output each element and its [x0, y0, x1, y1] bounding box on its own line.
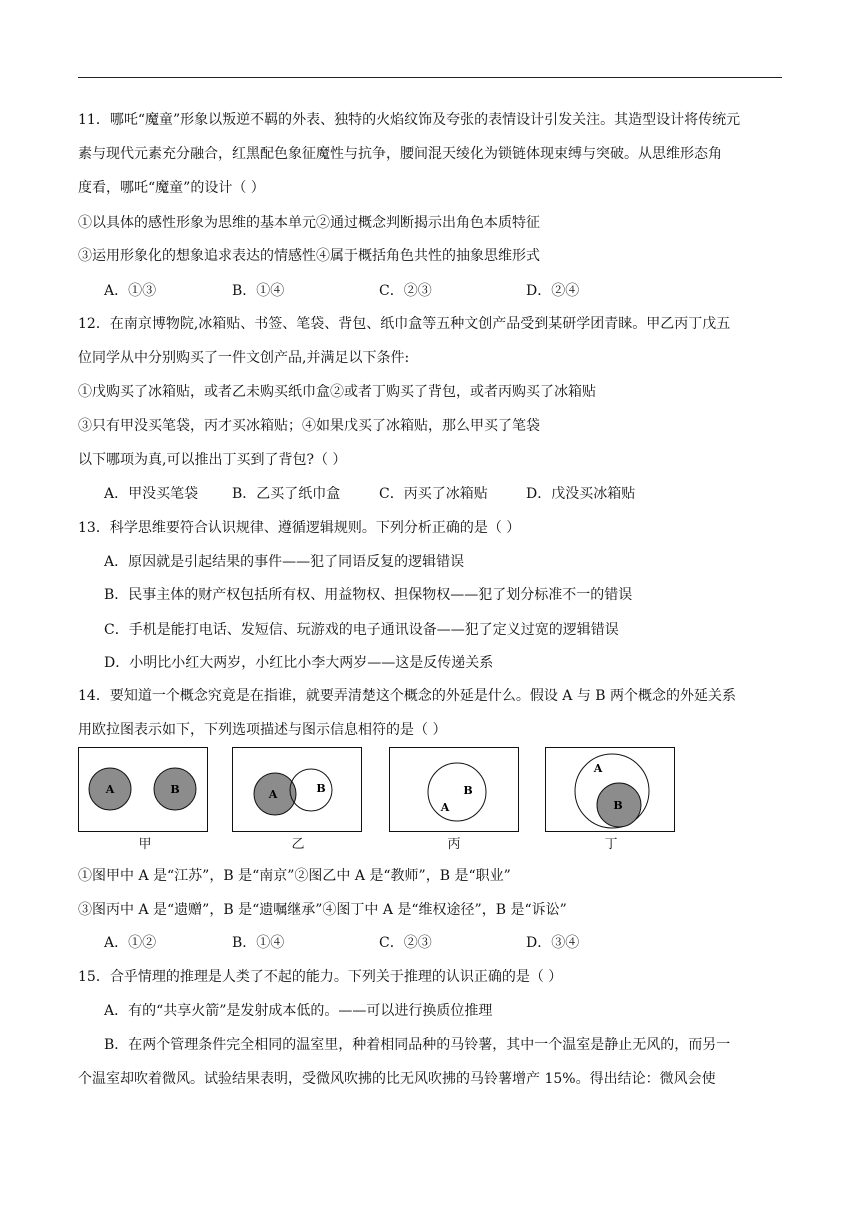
q12-condition-2: ③只有甲没买笔袋，丙才买冰箱贴；④如果戊买了冰箱贴，那么甲买了笔袋 — [78, 418, 540, 434]
q11-line-2: 素与现代元素充分融合，红黑配色象征魔性与抗争，腰间混天绫化为锁链体现束缚与突破。从思维形态角 — [78, 146, 722, 162]
q14-option-c[interactable]: C．②③ — [379, 935, 432, 951]
q14-option-b[interactable]: B．①④ — [232, 935, 285, 951]
ding-label-a: A — [593, 762, 603, 775]
caption-bing: 丙 — [447, 837, 461, 852]
q11-statement-2: ③运用形象化的想象追求表达的情感性④属于概括角色共性的抽象思维形式 — [78, 248, 540, 264]
q12-option-a[interactable]: A．甲没买笔袋 — [104, 486, 199, 502]
q15-stem: 15．合乎情理的推理是人类了不起的能力。下列关于推理的认识正确的是（ ） — [78, 969, 563, 985]
q13-stem: 13．科学思维要符合认识规律、遵循逻辑规则。下列分析正确的是（ ） — [78, 520, 521, 536]
bing-label-b: B — [463, 784, 473, 797]
jia-label-b: B — [170, 783, 180, 796]
q12-line-1: 12．在南京博物院,冰箱贴、书签、笔袋、背包、纸巾盒等五种文创产品受到某研学团青睐。甲乙丙丁戊五 — [78, 316, 731, 332]
jia-label-a: A — [105, 783, 115, 796]
q12-question: 以下哪项为真,可以推出丁买到了背包?（ ） — [78, 452, 347, 468]
yi-label-b: B — [316, 782, 326, 795]
yi-label-a: A — [268, 788, 278, 801]
euler-diagram-bing — [389, 747, 519, 833]
q15-choice-b-line-1[interactable]: B．在两个管理条件完全相同的温室里，种着相同品种的马铃薯，其中一个温室是静止无风的，而另一 — [104, 1037, 731, 1053]
q15-choice-b-line-2: 个温室却吹着微风。试验结果表明，受微风吹拂的比无风吹拂的马铃薯增产 15%。得出结论：微风会使 — [78, 1071, 716, 1087]
q14-line-1: 14．要知道一个概念究竟是在指谁，就要弄清楚这个概念的外延是什么。假设 A 与 B 两个概念的外延关系 — [78, 688, 737, 704]
q14-statement-2: ③图丙中 A 是“遗赠”，B 是“遗嘱继承”④图丁中 A 是“维权途径”，B 是“诉讼” — [78, 902, 567, 918]
euler-diagram-ding — [545, 747, 675, 833]
q13-choice-d[interactable]: D．小明比小红大两岁，小红比小李大两岁——这是反传递关系 — [104, 655, 494, 671]
q12-condition-1: ①戊购买了冰箱贴，或者乙未购买纸巾盒②或者丁购买了背包，或者丙购买了冰箱贴 — [78, 384, 596, 400]
q11-line-3: 度看，哪吒“魔童”的设计（ ） — [78, 180, 265, 196]
q12-option-c[interactable]: C．丙买了冰箱贴 — [379, 486, 488, 502]
euler-diagram-jia — [78, 747, 208, 833]
q13-choice-a[interactable]: A．原因就是引起结果的事件——犯了同语反复的逻辑错误 — [104, 554, 465, 570]
q14-line-2: 用欧拉图表示如下，下列选项描述与图示信息相符的是（ ） — [78, 722, 447, 738]
ding-label-b: B — [613, 799, 623, 812]
q11-option-c[interactable]: C．②③ — [379, 283, 432, 299]
caption-yi: 乙 — [291, 837, 305, 852]
q12-line-2: 位同学从中分别购买了一件文创产品,并满足以下条件: — [78, 350, 410, 366]
q14-option-a[interactable]: A．①② — [104, 935, 157, 951]
q14-option-d[interactable]: D．③④ — [526, 935, 580, 951]
q12-option-d[interactable]: D．戊没买冰箱贴 — [526, 486, 636, 502]
bing-label-a: A — [440, 801, 450, 814]
header-rule — [78, 77, 782, 78]
q11-option-d[interactable]: D．②④ — [526, 283, 580, 299]
q11-line-1: 11．哪吒“魔童”形象以叛逆不羁的外表、独特的火焰纹饰及夸张的表情设计引发关注。其造型设计将传统元 — [78, 112, 741, 128]
q11-option-b[interactable]: B．①④ — [232, 283, 285, 299]
q13-choice-c[interactable]: C．手机是能打电话、发短信、玩游戏的电子通讯设备——犯了定义过宽的逻辑错误 — [104, 622, 619, 638]
q11-option-a[interactable]: A．①③ — [104, 283, 157, 299]
euler-diagram-yi — [232, 747, 362, 833]
q14-statement-1: ①图甲中 A 是“江苏”，B 是“南京”②图乙中 A 是“教师”，B 是“职业” — [78, 868, 511, 884]
caption-ding: 丁 — [604, 837, 618, 852]
q12-option-b[interactable]: B．乙买了纸巾盒 — [232, 486, 341, 502]
q11-statement-1: ①以具体的感性形象为思维的基本单元②通过概念判断揭示出角色本质特征 — [78, 215, 540, 231]
q15-choice-a[interactable]: A．有的“共享火箭”是发射成本低的。——可以进行换质位推理 — [104, 1003, 493, 1019]
q13-choice-b[interactable]: B．民事主体的财产权包括所有权、用益物权、担保物权——犯了划分标准不一的错误 — [104, 587, 633, 603]
caption-jia: 甲 — [138, 837, 152, 852]
